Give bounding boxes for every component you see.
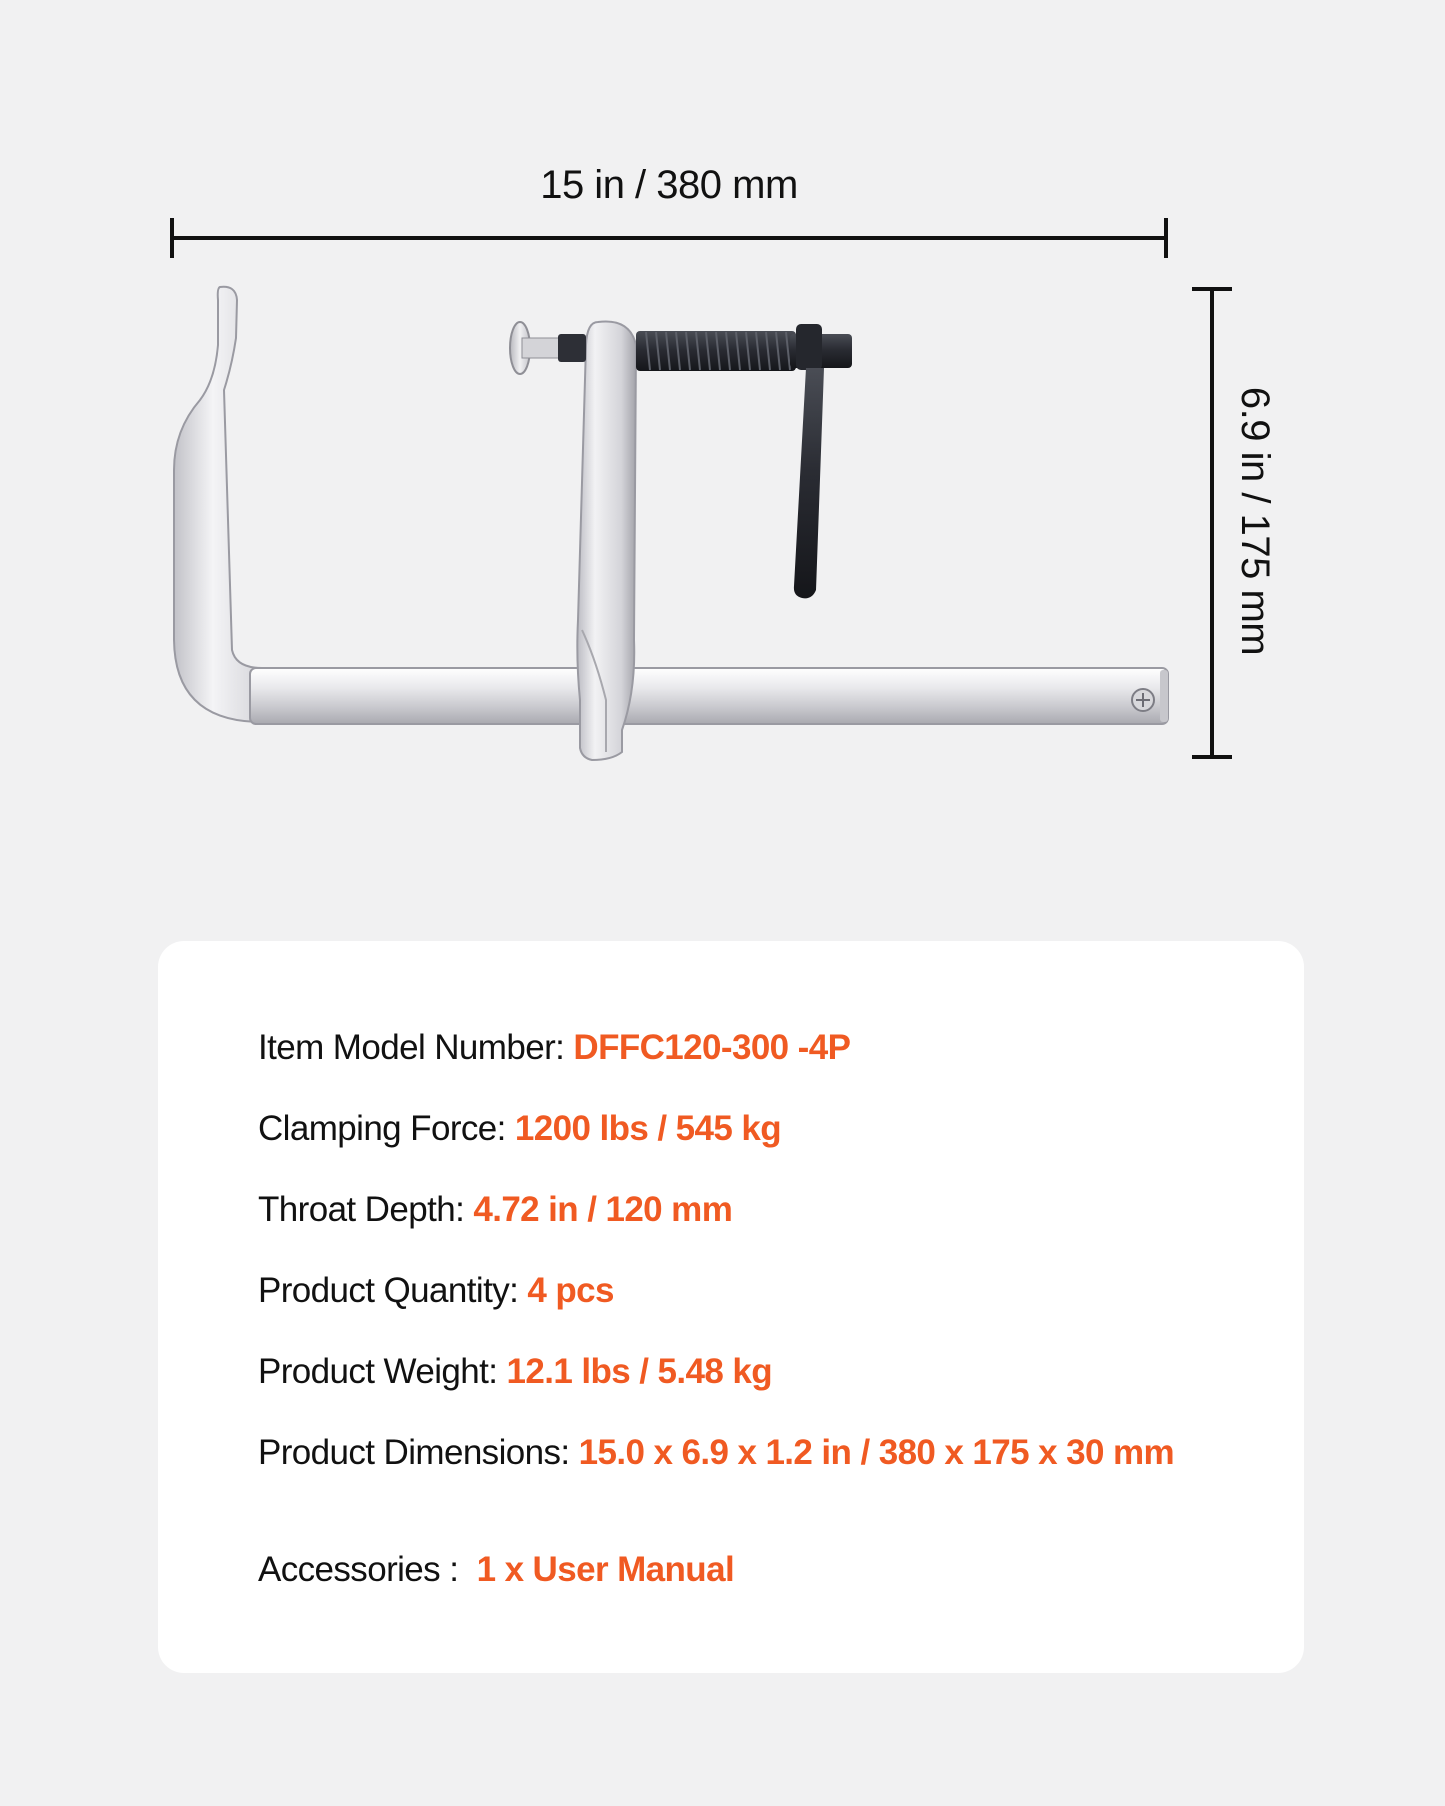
width-dimension-label: 15 in / 380 mm (540, 163, 798, 207)
specs-card (158, 941, 1304, 1673)
width-dimension-line (172, 218, 1166, 258)
spec-value: 1200 lbs / 545 kg (514, 1109, 781, 1148)
product-illustration (0, 0, 1445, 800)
spec-row-quantity (258, 1269, 614, 1313)
spec-label: Product Weight: (258, 1352, 507, 1391)
spec-label: Item Model Number: (258, 1028, 574, 1067)
height-dimension-line (1192, 289, 1232, 757)
screw-assembly (510, 322, 852, 598)
spec-label: Product Quantity: (258, 1271, 528, 1310)
spec-row-clamping-force (258, 1107, 781, 1151)
spec-row-model (258, 1026, 850, 1070)
spec-value: DFFC120-300 -4P (573, 1028, 851, 1067)
spec-label: Throat Depth: (258, 1190, 474, 1229)
spec-row-throat-depth (258, 1188, 732, 1232)
spec-value: 4.72 in / 120 mm (473, 1190, 733, 1229)
spec-value: 12.1 lbs / 5.48 kg (506, 1352, 772, 1391)
height-dimension-label: 6.9 in / 175 mm (1233, 386, 1277, 656)
spec-row-dimensions (258, 1431, 1174, 1475)
spec-label: Product Dimensions: (258, 1433, 579, 1472)
spec-value: 4 pcs (527, 1271, 614, 1310)
spec-value: 1 x User Manual (476, 1550, 735, 1589)
spec-label: Accessories : (258, 1550, 468, 1589)
spec-row-weight (258, 1350, 772, 1394)
spec-label: Clamping Force: (258, 1109, 515, 1148)
spec-row-accessories (258, 1548, 734, 1592)
spec-value: 15.0 x 6.9 x 1.2 in / 380 x 175 x 30 mm (578, 1433, 1175, 1472)
sliding-jaw (577, 321, 636, 760)
